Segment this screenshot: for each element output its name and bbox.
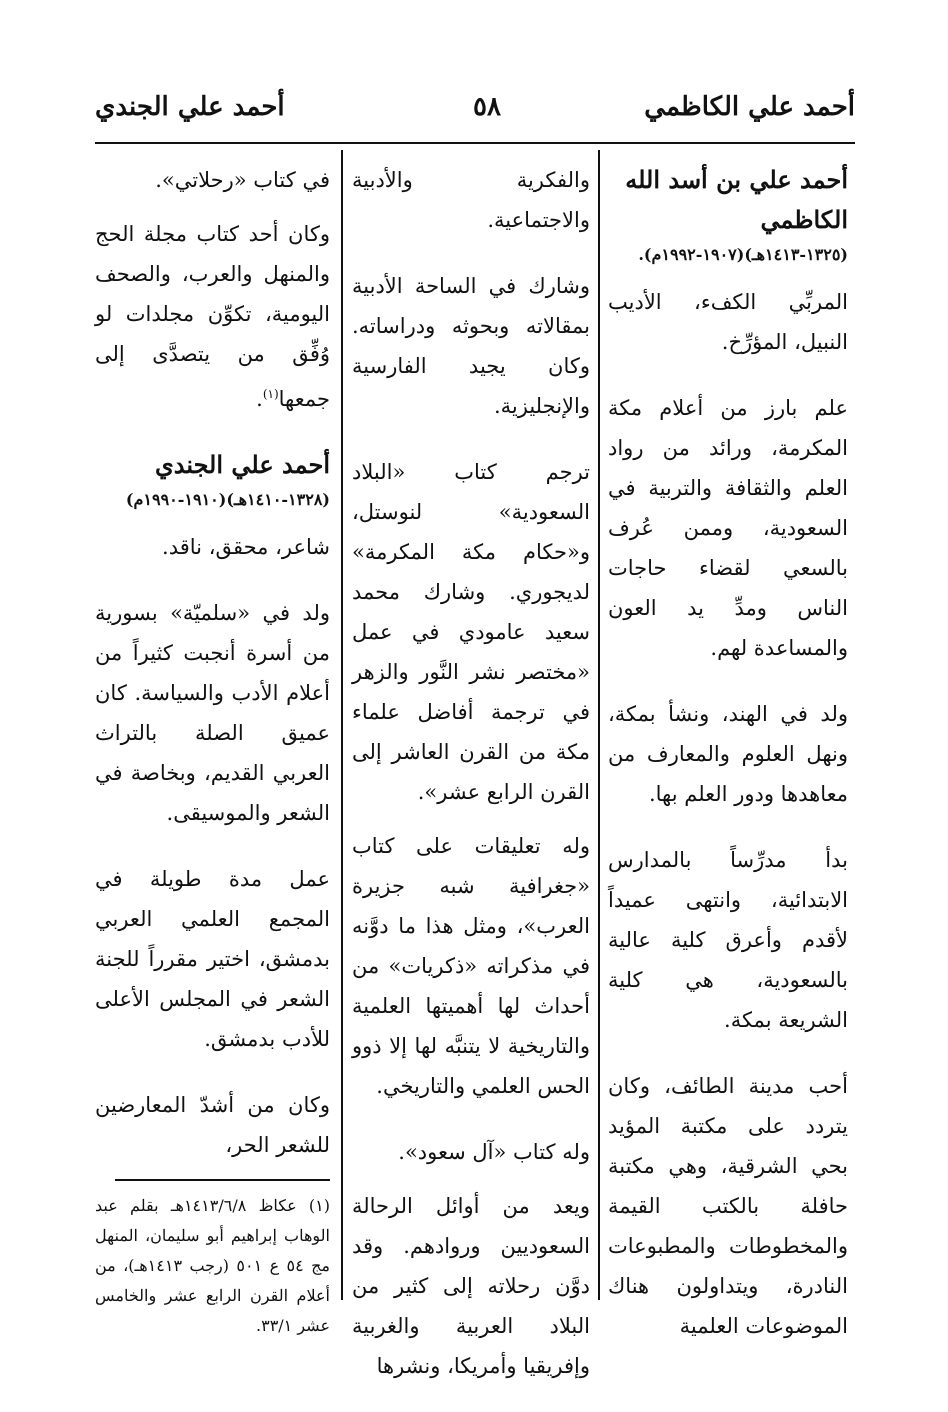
column-left bbox=[95, 160, 330, 1341]
column-middle bbox=[352, 160, 590, 1412]
entry-role-kazimi: المربِّي الكفء، الأديب النبيل، المؤرِّخ. bbox=[608, 290, 848, 354]
paragraph: ويعد من أوائل الرحالة السعوديين وروادهم. وقد دوَّن رحلاته إلى كثير من البلاد العربية والغربية وإفريقيا وأمريكا، ونشرها bbox=[352, 1194, 590, 1378]
header-left-title: أحمد علي الجندي bbox=[95, 92, 285, 122]
paragraph: بدأ مدرِّساً بالمدارس الابتدائية، وانتهى عميداً لأقدم وأعرق كلية عالية بالسعودية، هي كلية الشريعة بمكة. bbox=[608, 848, 848, 1032]
footnote: (١) عكاظ ١٤١٣/٦/٨هـ بقلم عبد الوهاب إبراهيم أبو سليمان، المنهل مج ٥٤ ع ٥٠١ (رجب ١٤١٣هـ)، من أعلام القرن الرابع عشر والخامس عشر ٣٣/١. bbox=[95, 1196, 330, 1335]
paragraph: وشارك في الساحة الأدبية بمقالاته وبحوثه ودراساته. وكان يجيد الفارسية والإنجليزية. bbox=[352, 274, 590, 418]
paragraph: عمل مدة طويلة في المجمع العلمي العربي بدمشق، اختير مقرراً للجنة الشعر في المجلس الأعلى للأدب بدمشق. bbox=[95, 867, 330, 1051]
paragraph: ترجم كتاب «البلاد السعودية» لنوستل، و«حكام مكة المكرمة» لديجوري. وشارك محمد سعيد عامودي في عمل «مختصر نشر النَّور والزهر في ترجمة أفاضل علماء مكة من القرن العاشر إلى القرن الرابع عشر». bbox=[352, 460, 590, 804]
paragraph: ولد في «سلميّة» بسورية من أسرة أنجبت كثيراً من أعلام الأدب والسياسة. كان عميق الصلة بالتراث العربي القديم، وبخاصة في الشعر والموسيقى. bbox=[95, 601, 330, 825]
footnote-rule bbox=[115, 1179, 330, 1181]
header-rule bbox=[95, 142, 855, 144]
column-divider-left bbox=[341, 150, 343, 1300]
paragraph: والفكرية والأدبية والاجتماعية. bbox=[352, 168, 590, 232]
paragraph: وله تعليقات على كتاب «جغرافية شبه جزيرة العرب»، ومثل هذا ما دوَّنه في مذكراته «ذكريات» من أحداث لها أهميتها العلمية والتاريخية لا يتنبَّه لها إلا ذوو الحس العلمي والتاريخي. bbox=[352, 834, 590, 1098]
paragraph: وكان من أشدّ المعارضين للشعر الحر، bbox=[95, 1093, 330, 1157]
paragraph: أحب مدينة الطائف، وكان يتردد على مكتبة المؤيد بحي الشرقية، وهي مكتبة حافلة بالكتب القيمة والمخطوطات والمطبوعات النادرة، ويتداولون هناك الموضوعات العلمية bbox=[608, 1074, 848, 1338]
paragraph: علم بارز من أعلام مكة المكرمة، ورائد من رواد العلم والثقافة والتربية في السعودية، وممن عُرف بالسعي لقضاء حاجات الناس ومدِّ يد العون والمساعدة لهم. bbox=[608, 396, 848, 660]
column-right bbox=[608, 160, 848, 1372]
header-right-title: أحمد علي الكاظمي bbox=[644, 92, 855, 122]
page-number: ٥٨ bbox=[473, 92, 501, 122]
entry-dates-jundi: (١٣٢٨-١٤١٠هـ)(١٩١٠-١٩٩٠م) bbox=[125, 490, 330, 509]
running-header bbox=[95, 92, 855, 142]
entry-title-jundi: أحمد علي الجندي bbox=[154, 450, 330, 479]
entry-dates-kazimi: (١٣٢٥-١٤١٣هـ)(١٩٠٧-١٩٩٢م). bbox=[638, 245, 848, 264]
column-divider-right bbox=[598, 150, 600, 1300]
paragraph: وكان أحد كتاب مجلة الحج والمنهل والعرب، والصحف اليومية، تكوِّن مجلدات لو وُفِّق من يتصدَّى إلى جمعها$^{(١)}$. bbox=[95, 222, 330, 411]
paragraph: وله كتاب «آل سعود». bbox=[398, 1140, 590, 1164]
paragraph: ولد في الهند، ونشأ بمكة، ونهل العلوم والمعارف من معاهدها ودور العلم بها. bbox=[608, 702, 848, 806]
footnote-reference: (١) bbox=[262, 387, 279, 401]
entry-title-kazimi: أحمد علي بن أسد الله الكاظمي bbox=[625, 165, 848, 234]
paragraph: في كتاب «رحلاتي». bbox=[155, 168, 330, 192]
entry-role-jundi: شاعر، محقق، ناقد. bbox=[162, 535, 330, 559]
paragraph-text: وكان أحد كتاب مجلة الحج والمنهل والعرب، والصحف اليومية، تكوِّن مجلدات لو وُفِّق من يتصدَّى إلى جمعها bbox=[95, 222, 330, 411]
